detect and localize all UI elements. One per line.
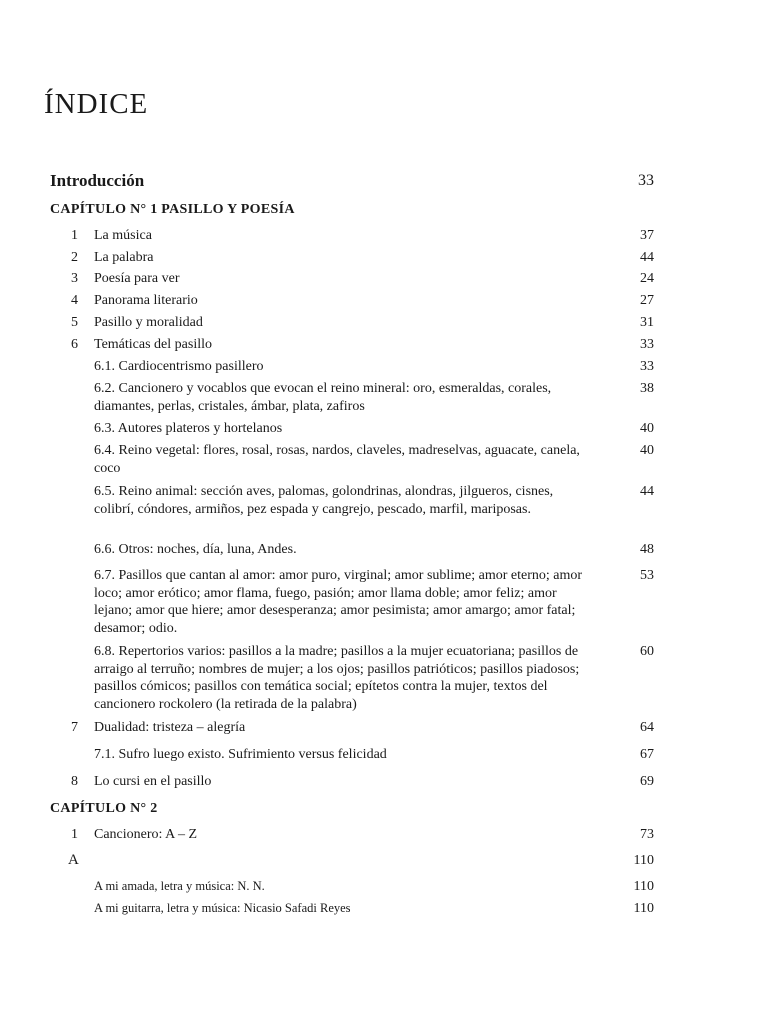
toc-song-label: A mi amada, letra y música: N. N. <box>94 879 265 893</box>
toc-entry-page: 37 <box>640 228 654 243</box>
toc-subentry <box>94 567 654 637</box>
toc-letter-label: A <box>68 852 79 868</box>
toc-subentry <box>94 358 654 376</box>
toc-entry-number: 8 <box>71 774 78 789</box>
toc-entry-number: 1 <box>71 228 78 243</box>
toc-entry <box>62 314 654 332</box>
toc-subentry-label: 6.5. Reino animal: sección aves, palomas, golondrinas, alondras, jilgueros, cisnes, colibrí, cóndores, armiños, pez espada y cangrejo, pescado, marfil, mariposas. <box>94 484 554 517</box>
toc-entry-label: Dualidad: tristeza – alegría <box>94 720 246 735</box>
toc-song <box>94 878 654 896</box>
toc-subentry-page: 48 <box>640 542 654 557</box>
toc-song-page: 110 <box>633 879 654 894</box>
toc-entry-label: Lo cursi en el pasillo <box>94 774 212 789</box>
toc-entry-number: 6 <box>71 337 78 352</box>
toc-song-page: 110 <box>633 901 654 916</box>
toc-entry-page: 24 <box>640 271 654 286</box>
toc-entry-number: 5 <box>71 315 78 330</box>
toc-subentry <box>94 442 654 477</box>
toc-song <box>94 900 654 918</box>
toc-entry-number: 1 <box>71 827 78 842</box>
toc-entry-page: 69 <box>640 774 654 789</box>
toc-entry-label: Pasillo y moralidad <box>94 315 203 330</box>
toc-entry-page: 64 <box>640 720 654 735</box>
toc-entry-label: Panorama literario <box>94 293 198 308</box>
toc-intro-label: Introducción <box>50 171 145 190</box>
toc-subentry-label: 6.2. Cancionero y vocablos que evocan el reino mineral: oro, esmeraldas, corales, diamantes, perlas, cristales, ámbar, plata, zafiros <box>94 381 552 414</box>
toc-song-label: A mi guitarra, letra y música: Nicasio Safadi Reyes <box>94 901 351 915</box>
toc-subentry-label: 7.1. Sufro luego existo. Sufrimiento versus felicidad <box>94 747 387 762</box>
toc-entry-label: Temáticas del pasillo <box>94 337 212 352</box>
toc-entry-page: 44 <box>640 250 654 265</box>
toc-entry-number: 4 <box>71 293 78 308</box>
toc-subentry <box>94 380 654 415</box>
toc-subentry-label: 6.7. Pasillos que cantan al amor: amor puro, virginal; amor sublime; amor eterno; amor loco; amor erótico; amor flama, fuego, pasión; amor llama doble; amor feliz; amor lejano; amor que hiere; amor desesperanza; amor pesimista; amor amargo; amor fatal; desamor; odio. <box>94 568 583 636</box>
toc-entry-label: La música <box>94 228 152 243</box>
toc-subentry-label: 6.1. Cardiocentrismo pasillero <box>94 359 264 374</box>
toc-entry-number: 3 <box>71 271 78 286</box>
toc-entry-label: Cancionero: A – Z <box>94 827 198 842</box>
toc-subentry-label: 6.4. Reino vegetal: flores, rosal, rosas, nardos, claveles, madreselvas, aguacate, canela, coco <box>94 443 580 476</box>
chapter-2-heading <box>50 800 654 818</box>
toc-subentry <box>94 643 654 713</box>
toc-entry-label: Poesía para ver <box>94 271 180 286</box>
toc-entry-page: 31 <box>640 315 654 330</box>
toc-entry-label: La palabra <box>94 250 154 265</box>
toc-subentry-label: 6.8. Repertorios varios: pasillos a la madre; pasillos a la mujer ecuatoriana; pasillos de arraigo al terruño; nombres de mujer; a los ojos; pasillos patrióticos; pasillos piadosos; pasillos cómicos; pasillos con temática social; epítetos contra la mujer, textos del cancionero rockolero (la retirada de la palabra) <box>94 644 580 712</box>
toc-letter-section <box>68 852 654 870</box>
toc-entry <box>62 336 654 354</box>
chapter-2-label: CAPÍTULO N° 2 <box>50 801 158 816</box>
toc-entry-page: 27 <box>640 293 654 308</box>
toc-entry-page: 73 <box>640 827 654 842</box>
chapter-1-label: CAPÍTULO N° 1 PASILLO Y POESÍA <box>50 202 295 217</box>
toc-subentry <box>94 483 654 518</box>
toc-subentry-label: 6.3. Autores plateros y hortelanos <box>94 421 283 436</box>
toc-subentry-page: 40 <box>640 443 654 458</box>
toc-subentry-page: 60 <box>640 644 654 659</box>
toc-entry-number: 7 <box>71 720 78 735</box>
toc-entry <box>62 249 654 267</box>
toc-subentry-page: 44 <box>640 484 654 499</box>
toc-subentry-page: 53 <box>640 568 654 583</box>
toc-subentry-label: 6.6. Otros: noches, día, luna, Andes. <box>94 542 297 557</box>
toc-entry-number: 2 <box>71 250 78 265</box>
toc-subentry <box>94 541 654 559</box>
toc-intro-page: 33 <box>638 172 654 189</box>
chapter-1-heading <box>50 201 654 219</box>
toc-subentry-page: 38 <box>640 381 654 396</box>
toc-subentry-page: 40 <box>640 421 654 436</box>
toc-entry <box>62 773 654 791</box>
toc-entry-page: 33 <box>640 337 654 352</box>
toc-subentry <box>94 746 654 764</box>
toc-subentry <box>94 420 654 438</box>
toc-subentry-page: 33 <box>640 359 654 374</box>
toc-letter-page: 110 <box>633 853 654 868</box>
toc-entry <box>62 292 654 310</box>
toc-entry <box>62 270 654 288</box>
toc-entry <box>62 227 654 245</box>
toc-subentry-page: 67 <box>640 747 654 762</box>
toc-entry <box>62 719 654 737</box>
page-title: ÍNDICE <box>44 88 149 120</box>
toc-intro <box>50 172 654 190</box>
toc-entry <box>62 826 654 844</box>
